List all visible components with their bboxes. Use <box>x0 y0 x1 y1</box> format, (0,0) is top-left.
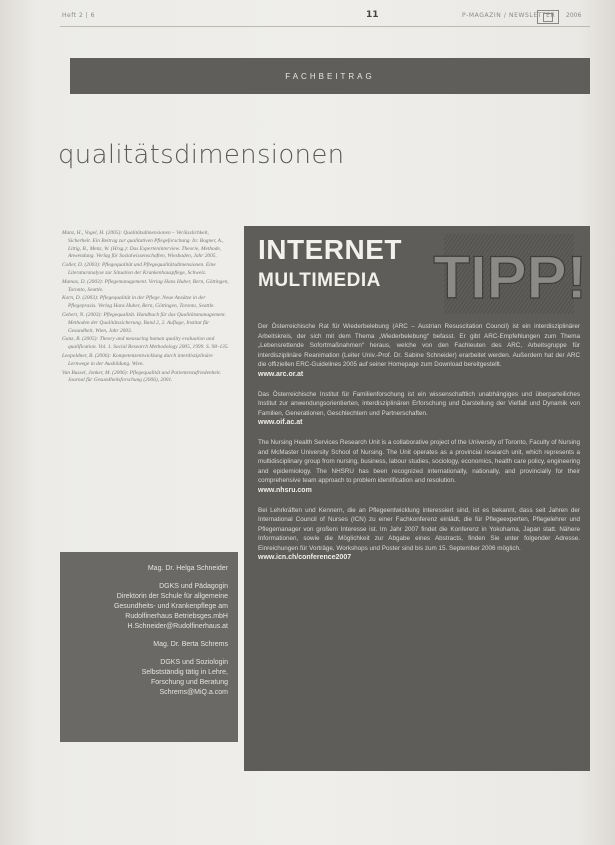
tip-entry-text: The Nursing Health Services Research Unit is a collaborative project of the University of Toronto, Faculty of Nursing and McMaster University School of Nursing. The Unit operates as a provincial research unit, which represents a multidisciplinary group from nursing, business, labour studies, sociology, economics, health care policy, engineering and epidemiology. The NHSRU has been recognized internationally, nationally, and provincially for their comprehensive team approach to problem identification and resolution. <box>258 438 580 485</box>
tip-heading-internet: INTERNET <box>258 234 402 265</box>
tip-entry-text: Das Österreichische Institut für Familienforschung ist ein wissenschaftlich unabhängiges und überparteiliches Institut zur anwendungsorientierten, interdisziplinären Erforschung und Darstellung der Vielfalt und Dynamik von Familien, Generationen, Geschlechtern und Partnerschaften. <box>258 390 580 417</box>
magazine-logo-icon <box>537 10 559 24</box>
author-bio-line: DGKS und Pädagogin <box>159 583 228 590</box>
section-band <box>70 58 590 94</box>
tip-entry-link[interactable]: www.arc.or.at <box>258 370 304 378</box>
author-box <box>60 552 238 742</box>
tip-entry-text: Der Österreichische Rat für Wiederbelebung (ARC – Austrian Resuscitation Council) ist ein interdisziplinärer Arbeitskreis, der sich mit dem Thema „Wiederbelebung“ befasst. Er gibt ARC-Empfehlungen zum Thema „Lebensrettende Sofortmaßnahmen“ heraus, welche von den Fachleuten des ARC, Arbeitsgruppe für interdisziplinäre Reanimation (Leiter Univ.-Prof. Dr. Sabine Schneider) erarbeitet werden. Außerdem hat der ARC die offiziellen ERC-Guidelines 2005 auf seiner Homepage zum Download bereitgestellt. <box>258 323 580 369</box>
tipp-badge-text: TIPP! <box>433 244 587 311</box>
author-bio-line: DGKS und Soziologin <box>160 659 228 666</box>
author-bio-line: Gesundheits- und Krankenpflege am <box>113 603 228 610</box>
year-label: 2006 <box>566 12 582 19</box>
author-bio-line: Selbstständig tätig in Lehre, <box>141 669 228 676</box>
reference-item: Mamas, D. (2003): Pflegemanagement. Verlag Hans Huber, Bern, Göttingen, Toronto, Seattle. <box>62 278 229 293</box>
magazine-name: P-MAGAZIN / NEWSLETTER <box>462 12 556 19</box>
page-header <box>0 10 615 24</box>
reference-item: Coller, D. (2003): Pflegequalität und Pflegequalitätsdimensionen. Eine Literaturanalyse zur Situation der Krankenhauspflege, Schweiz. <box>62 262 216 276</box>
tip-entries <box>258 322 580 573</box>
reference-item: Gebert, N. (2003): Pflegequalität. Handbuch für das Qualitätsmanagement. Methoden der Qualitätssicherung. Band 2, 2. Auflage, Institut für Gesundheit, Wien, Jahr 2003. <box>62 311 226 334</box>
tip-heading-multimedia: MULTIMEDIA <box>258 270 381 291</box>
tip-entry-text: Bei Lehrkräften und Kennern, die an Pflegeentwicklung interessiert sind, ist es bekannt, dass seit Jahren der International Council of Nurses (ICN) zu einer Fachkonferenz einlädt, die für Pflegeexperten, Pflegelehrer und Pflegemanager von großem Interesse ist. Im Jahr 2007 findet die Konferenz in Yokohama, Japan statt. Nähere Informationen, sowie die Möglichkeit zur Abgabe eines Abstracts, finden Sie unter folgender Adresse. Einreichungen für Vorträge, Workshops und Poster sind bis zum 15. September 2006 möglich. <box>258 506 580 552</box>
author-name: Mag. Dr. Helga Schneider <box>147 565 228 572</box>
header-divider <box>60 26 590 27</box>
reference-item: Manz, H., Vogel, H. (2005): Qualitätsdimensionen – Verlässlichkeit, Sicherheit. Ein Beitrag zur qualitativen Pflegeforschung. In: Bogner, A., Littig, B., Menz, W. (Hrsg.): Das Experteninterview. Theorie, Methode, Anwendung. Verlag für Sozialwissenschaften, Wiesbaden, Jahr 2005. <box>62 230 224 260</box>
author-bio-line: Rudolfinerhaus Betriebsges.mbH <box>125 613 228 620</box>
article-title: qualitätsdimensionen <box>58 140 345 170</box>
reference-list <box>62 230 230 386</box>
tip-entry-link[interactable]: www.icn.ch/conference2007 <box>258 554 352 562</box>
author-email: Schrems@MiQ.a.com <box>159 689 228 696</box>
issue-label: Heft 2 | 6 <box>62 12 95 19</box>
author-bio <box>70 582 228 632</box>
section-label: FACHBEITRAG <box>285 71 375 81</box>
tipp-badge-icon <box>433 234 587 314</box>
reference-item: Van Bussel, Jonker, M. (2006): Pflegequalität und Patientenzufriedenheit. Journal für Gesundheitsforschung (2006), 2001. <box>62 369 222 384</box>
internet-tip-box <box>244 226 590 771</box>
author-email: H.Schneider@Rudolfinerhaus.at <box>127 623 228 630</box>
author-name: Mag. Dr. Berta Schrems <box>153 641 228 648</box>
reference-item: Ganz, B. (2005): Theory and measuring human quality evaluation and qualification. Vol. 1. Social Research Methodology 2005, 1999. S. 98–135. <box>62 336 229 351</box>
page-number: 11 <box>366 10 379 20</box>
reference-item: Korn, D. (2003): Pflegequalität in der Pflege. Neue Ansätze in der Pflegepraxis. Verlag Hans Huber, Bern, Göttingen, Toronto, Seattle. <box>62 295 215 310</box>
author-bio <box>70 658 228 698</box>
author-bio-line: Forschung und Beratung <box>150 679 228 686</box>
tip-entry-link[interactable]: www.nhsru.com <box>258 486 312 494</box>
author-bio-line: Direktorin der Schule für allgemeine <box>116 593 228 600</box>
reference-item: Leopoldner, B. (2006): Kompetenzentwicklung durch interdisziplinäre Lernwege in der Ausbildung. Wien. <box>62 352 213 367</box>
tip-entry-link[interactable]: www.oif.ac.at <box>258 419 303 427</box>
